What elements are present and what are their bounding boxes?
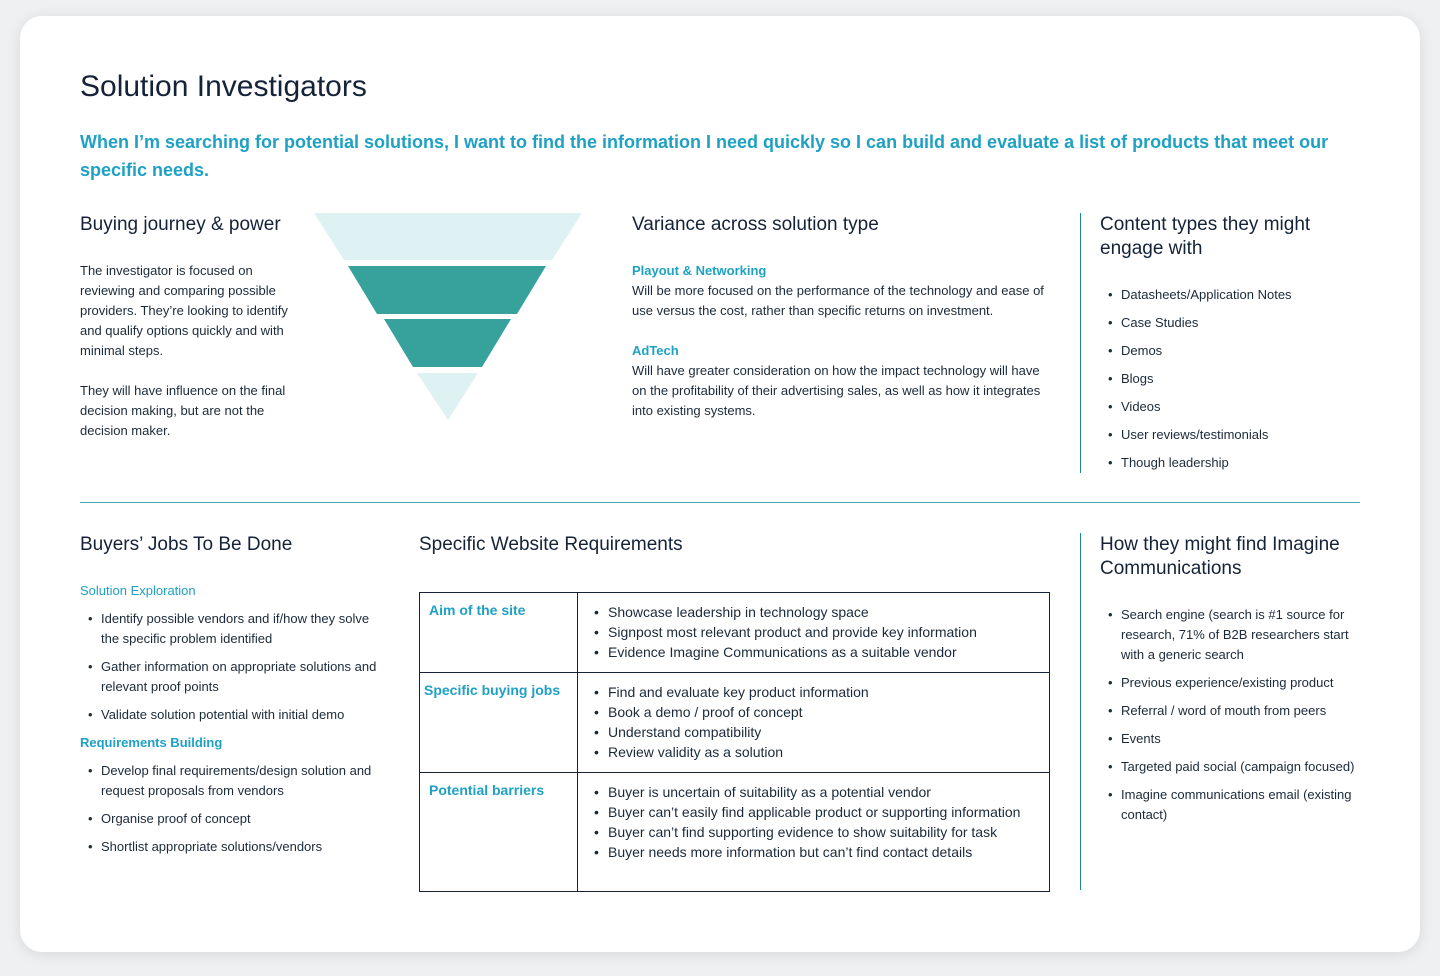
jobs-section xyxy=(80,581,380,857)
funnel-stage-2 xyxy=(348,266,546,314)
content-types-list xyxy=(1100,285,1360,473)
list-item: • Search engine (search is #1 source for research, 71% of B2B researchers start with a generic search xyxy=(1100,605,1362,665)
find-list xyxy=(1100,605,1362,825)
list-item: • Events xyxy=(1100,729,1362,749)
table-row xyxy=(420,593,1050,673)
list-item: • Though leadership xyxy=(1100,453,1360,473)
variance-label: AdTech xyxy=(632,343,679,358)
list-item: • Develop final requirements/design solution and request proposals from vendors xyxy=(80,761,380,801)
list-item: • Review validity as a solution xyxy=(586,742,1041,762)
row-label: Potential barriers xyxy=(420,773,578,892)
list-item: • Identify possible vendors and if/how they solve the specific problem identified xyxy=(80,609,380,649)
divider xyxy=(1080,533,1081,890)
jobs-list xyxy=(80,761,380,857)
variance-text: Will be more focused on the performance of the technology and ease of use versus the cost, rather than specific returns on investment. xyxy=(632,283,1044,318)
requirements-heading: Specific Website Requirements xyxy=(419,534,683,555)
list-item: • Shortlist appropriate solutions/vendors xyxy=(80,837,380,857)
row-content xyxy=(578,673,1050,773)
list-item: • User reviews/testimonials xyxy=(1100,425,1360,445)
buying-paragraph: They will have influence on the final decision making, but are not the decision maker. xyxy=(80,383,286,438)
list-item: • Evidence Imagine Communications as a suitable vendor xyxy=(586,642,1041,662)
divider xyxy=(1080,213,1081,473)
list-item: • Buyer needs more information but can’t find contact details xyxy=(586,842,1041,862)
buying-funnel xyxy=(314,213,584,423)
variance-heading: Variance across solution type xyxy=(632,214,879,235)
buying-paragraph: The investigator is focused on reviewing and comparing possible providers. They’re looking to identify and qualify options quickly and with minimal steps. xyxy=(80,263,288,358)
buying-journey-text xyxy=(80,261,310,461)
list-item: • Targeted paid social (campaign focused) xyxy=(1100,757,1362,777)
list-item: • Gather information on appropriate solutions and relevant proof points xyxy=(80,657,380,697)
requirements-table xyxy=(419,592,1050,892)
list-item: • Book a demo / proof of concept xyxy=(586,702,1041,722)
variance-section xyxy=(632,261,1052,441)
list-item: • Organise proof of concept xyxy=(80,809,380,829)
table-row xyxy=(420,773,1050,892)
list-item: • Showcase leadership in technology space xyxy=(586,602,1041,622)
jobs-list xyxy=(80,609,380,725)
list-item: • Demos xyxy=(1100,341,1360,361)
row-label: Specific buying jobs xyxy=(420,673,578,773)
content-types-heading: Content types they might engage with xyxy=(1100,214,1311,259)
row-content xyxy=(578,773,1050,892)
find-heading: How they might find Imagine Communications xyxy=(1100,534,1340,579)
list-item: • Buyer can’t find supporting evidence to show suitability for task xyxy=(586,822,1041,842)
row-label: Aim of the site xyxy=(420,593,578,673)
jobs-group-label: Requirements Building xyxy=(80,735,223,750)
funnel-stage-1 xyxy=(314,213,582,260)
table-row xyxy=(420,673,1050,773)
list-item: • Signpost most relevant product and provide key information xyxy=(586,622,1041,642)
list-item: • Case Studies xyxy=(1100,313,1360,333)
job-statement: When I’m searching for potential solutions, I want to find the information I need quickly so I can build and evaluate a list of products that meet our specific needs. xyxy=(80,132,1329,180)
list-item: • Referral / word of mouth from peers xyxy=(1100,701,1362,721)
buying-journey-heading: Buying journey & power xyxy=(80,214,281,235)
list-item: • Datasheets/Application Notes xyxy=(1100,285,1360,305)
jobs-group-label: Solution Exploration xyxy=(80,583,196,598)
page-title: Solution Investigators xyxy=(80,70,367,103)
variance-text: Will have greater consideration on how the impact technology will have on the profitability of their advertising sales, as well as how it integrates into existing systems. xyxy=(632,363,1041,418)
variance-label: Playout & Networking xyxy=(632,263,767,278)
list-item: • Validate solution potential with initial demo xyxy=(80,705,380,725)
funnel-stage-4 xyxy=(417,373,478,420)
row-content xyxy=(578,593,1050,673)
list-item: • Blogs xyxy=(1100,369,1360,389)
jobs-heading: Buyers’ Jobs To Be Done xyxy=(80,534,293,555)
section-divider xyxy=(80,502,1360,503)
list-item: • Buyer can’t easily find applicable product or supporting information xyxy=(586,802,1041,822)
list-item: • Previous experience/existing product xyxy=(1100,673,1362,693)
list-item: • Find and evaluate key product information xyxy=(586,682,1041,702)
list-item: • Understand compatibility xyxy=(586,722,1041,742)
list-item: • Videos xyxy=(1100,397,1360,417)
list-item: • Buyer is uncertain of suitability as a potential vendor xyxy=(586,782,1041,802)
list-item: • Imagine communications email (existing contact) xyxy=(1100,785,1362,825)
funnel-stage-3 xyxy=(384,319,511,367)
